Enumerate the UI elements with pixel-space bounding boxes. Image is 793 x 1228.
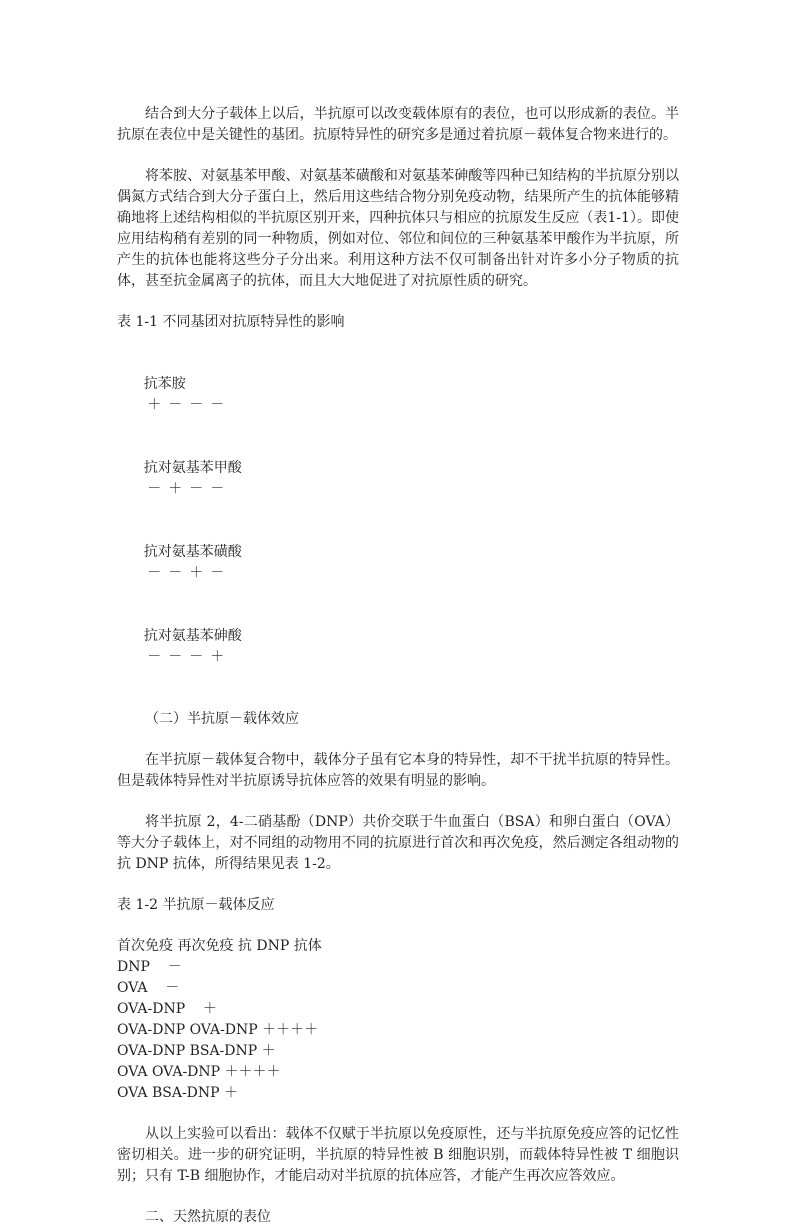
result-mark: －: [210, 397, 225, 413]
result-mark: ＋: [210, 649, 225, 665]
result-mark: －: [168, 565, 183, 581]
result-mark: －: [189, 397, 204, 413]
table-header: 首次免疫 再次免疫 抗 DNP 抗体: [117, 938, 322, 954]
table-row: OVA OVA-DNP ＋＋＋＋: [117, 1064, 281, 1080]
result-mark: －: [147, 649, 162, 665]
section-heading-natural-antigen: 二、天然抗原的表位: [145, 1209, 271, 1225]
result-mark: －: [189, 649, 204, 665]
table-row: [117, 353, 679, 437]
document-page: [117, 104, 679, 1228]
table-row: [117, 521, 679, 605]
section-heading-hapten-carrier: （二）半抗原－载体效应: [145, 711, 299, 727]
result-mark: －: [210, 481, 225, 497]
result-mark: －: [147, 481, 162, 497]
table-row: OVA BSA-DNP ＋: [117, 1085, 239, 1101]
result-mark: －: [168, 649, 183, 665]
paragraph-carrier-specificity: 在半抗原－载体复合物中，载体分子虽有它本身的特异性，却不干扰半抗原的特异性。但是载体特异性对半抗原诱导抗体应答的效果有明显的影响。: [117, 752, 679, 789]
table-row: [117, 605, 679, 689]
table-1-1-title: 表 1-1 不同基团对抗原特异性的影响: [117, 314, 345, 330]
result-mark: ＋: [147, 397, 162, 413]
table-row: DNP －: [117, 959, 182, 975]
row-label: 抗对氨基苯砷酸: [143, 628, 242, 644]
paragraph-conclusion: 从以上实验可以看出：载体不仅赋于半抗原以免疫原性，还与半抗原免疫应答的记忆性密切相关。进一步的研究证明，半抗原的特异性被 B 细胞识别，而载体特异性被 T 细胞识别；只有 T-B 细胞协作，才能启动对半抗原的抗体应答，才能产生再次应答效应。: [117, 1126, 679, 1184]
table-row: OVA-DNP OVA-DNP ＋＋＋＋: [117, 1022, 319, 1038]
table-row: OVA-DNP ＋: [117, 1001, 217, 1017]
result-mark: －: [210, 565, 225, 581]
table-1-2-title: 表 1-2 半抗原－载体反应: [117, 897, 275, 913]
table-1-2: [117, 936, 679, 1104]
paragraph-hapten-epitope: 结合到大分子载体上以后，半抗原可以改变载体原有的表位，也可以形成新的表位。半抗原在表位中是关键性的基团。抗原特异性的研究多是通过着抗原－载体复合物来进行的。: [117, 106, 679, 143]
paragraph-hapten-specificity: 将苯胺、对氨基苯甲酸、对氨基苯磺酸和对氨基苯砷酸等四种已知结构的半抗原分别以偶氮方式结合到大分子蛋白上，然后用这些结合物分别免疫动物，结果所产生的抗体能够精确地将上述结构相似的半抗原区别开来，四种抗体只与相应的抗原发生反应（表1-1）。即使应用结构稍有差别的同一种物质，例如对位、邻位和间位的三种氨基苯甲酸作为半抗原，所产生的抗体也能将这些分子分出来。利用这种方法不仅可制备出针对许多小分子物质的抗体，甚至抗金属离子的抗体，而且大大地促进了对抗原性质的研究。: [117, 168, 679, 289]
row-label: 抗苯胺: [143, 376, 186, 392]
result-mark: －: [189, 481, 204, 497]
result-mark: ＋: [189, 565, 204, 581]
row-label: 抗对氨基苯甲酸: [143, 460, 242, 476]
result-mark: －: [168, 397, 183, 413]
table-row: OVA-DNP BSA-DNP ＋: [117, 1043, 276, 1059]
row-label: 抗对氨基苯磺酸: [143, 544, 242, 560]
table-row: OVA －: [117, 980, 180, 996]
paragraph-dnp-experiment: 将半抗原 2，4-二硝基酚（DNP）共价交联于牛血蛋白（BSA）和卵白蛋白（OVA）等大分子载体上，对不同组的动物用不同的抗原进行首次和再次免疫，然后测定各组动物的抗 DNP 抗体，所得结果见表 1-2。: [117, 814, 679, 872]
result-mark: －: [147, 565, 162, 581]
table-row: [117, 437, 679, 521]
table-1-1: [117, 353, 679, 689]
result-mark: ＋: [168, 481, 183, 497]
